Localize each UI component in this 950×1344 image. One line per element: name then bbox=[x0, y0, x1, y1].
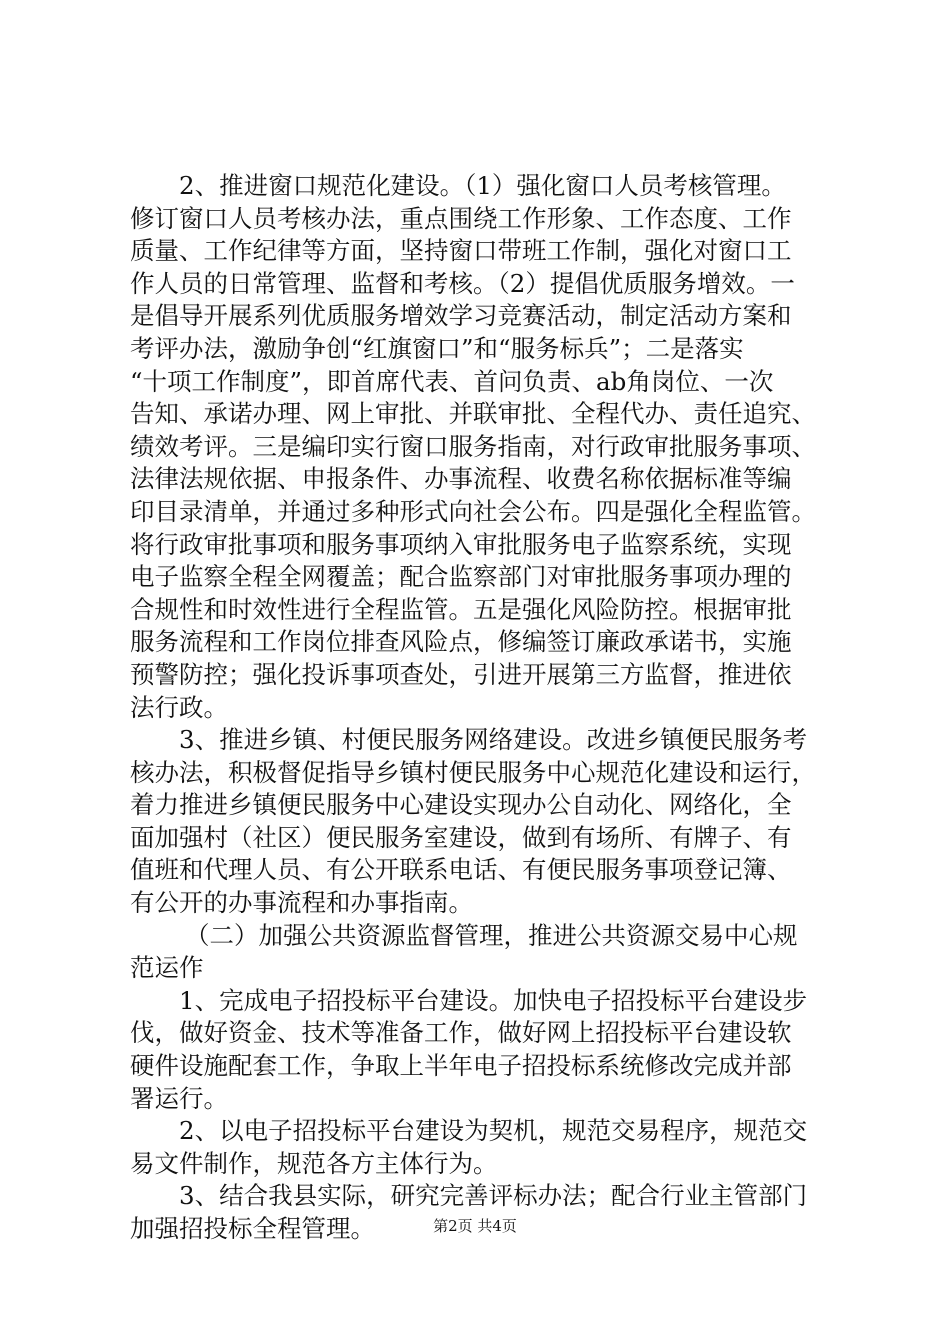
paragraph-line: 作人员的日常管理、监督和考核。（2）提倡优质服务增效。一 bbox=[130, 268, 795, 298]
paragraph-line: 考评办法，激励争创“红旗窗口”和“服务标兵”；二是落实 bbox=[130, 333, 744, 363]
paragraph-line: 质量、工作纪律等方面，坚持窗口带班工作制，强化对窗口工 bbox=[130, 236, 792, 266]
paragraph-line: 署运行。 bbox=[130, 1083, 228, 1113]
paragraph-line: “十项工作制度”，即首席代表、首问负责、ab角岗位、一次 bbox=[130, 366, 774, 396]
paragraph-line: 服务流程和工作岗位排查风险点，修编签订廉政承诺书，实施 bbox=[130, 627, 792, 657]
paragraph-line: 告知、承诺办理、网上审批、并联审批、全程代办、责任追究、 bbox=[130, 399, 816, 429]
paragraph-line: 值班和代理人员、有公开联系电话、有便民服务事项登记簿、 bbox=[130, 855, 792, 885]
paragraph-line: 易文件制作，规范各方主体行为。 bbox=[130, 1148, 498, 1178]
paragraph-line: 绩效考评。三是编印实行窗口服务指南，对行政审批服务事项、 bbox=[130, 431, 816, 461]
section-heading-line: 范运作 bbox=[130, 953, 204, 983]
paragraph-line: 3、结合我县实际，研究完善评标办法；配合行业主管部门 bbox=[179, 1181, 808, 1211]
paragraph-line: 是倡导开展系列优质服务增效学习竞赛活动，制定活动方案和 bbox=[130, 301, 792, 331]
paragraph-line: 核办法，积极督促指导乡镇村便民服务中心规范化建设和运行， bbox=[130, 757, 816, 787]
paragraph-line: 1、完成电子招投标平台建设。加快电子招投标平台建设步 bbox=[179, 985, 808, 1015]
paragraph-line: 有公开的办事流程和办事指南。 bbox=[130, 888, 473, 918]
paragraph-line: 电子监察全程全网覆盖；配合监察部门对审批服务事项办理的 bbox=[130, 562, 792, 592]
paragraph-line: 印目录清单，并通过多种形式向社会公布。四是强化全程监管。 bbox=[130, 496, 816, 526]
paragraph-line: 2、推进窗口规范化建设。（1）强化窗口人员考核管理。 bbox=[179, 171, 786, 200]
paragraph-line: 伐，做好资金、技术等准备工作，做好网上招投标平台建设软 bbox=[130, 1018, 792, 1048]
section-heading-line: （二）加强公共资源监督管理，推进公共资源交易中心规 bbox=[185, 920, 798, 950]
paragraph-line: 法律法规依据、申报条件、办事流程、收费名称依据标准等编 bbox=[130, 464, 792, 494]
paragraph-line: 合规性和时效性进行全程监管。五是强化风险防控。根据审批 bbox=[130, 594, 792, 624]
paragraph-line: 加强招投标全程管理。 bbox=[130, 1214, 375, 1243]
paragraph-line: 硬件设施配套工作，争取上半年电子招投标系统修改完成并部 bbox=[130, 1051, 792, 1081]
paragraph-line: 3、推进乡镇、村便民服务网络建设。改进乡镇便民服务考 bbox=[179, 725, 808, 755]
paragraph-line: 2、以电子招投标平台建设为契机，规范交易程序，规范交 bbox=[179, 1116, 808, 1146]
paragraph-line: 预警防控；强化投诉事项查处，引进开展第三方监督，推进依 bbox=[130, 659, 792, 689]
paragraph-line: 修订窗口人员考核办法，重点围绕工作形象、工作态度、工作 bbox=[130, 203, 792, 233]
paragraph-line: 面加强村（社区）便民服务室建设，做到有场所、有牌子、有 bbox=[130, 822, 792, 852]
paragraph-line: 着力推进乡镇便民服务中心建设实现办公自动化、网络化，全 bbox=[130, 790, 792, 820]
paragraph-line: 法行政。 bbox=[130, 692, 228, 722]
paragraph-line: 将行政审批事项和服务事项纳入审批服务电子监察系统，实现 bbox=[130, 529, 792, 559]
page-number-footer: 第2页 共4页 bbox=[433, 1217, 517, 1235]
document-body bbox=[130, 170, 842, 1246]
